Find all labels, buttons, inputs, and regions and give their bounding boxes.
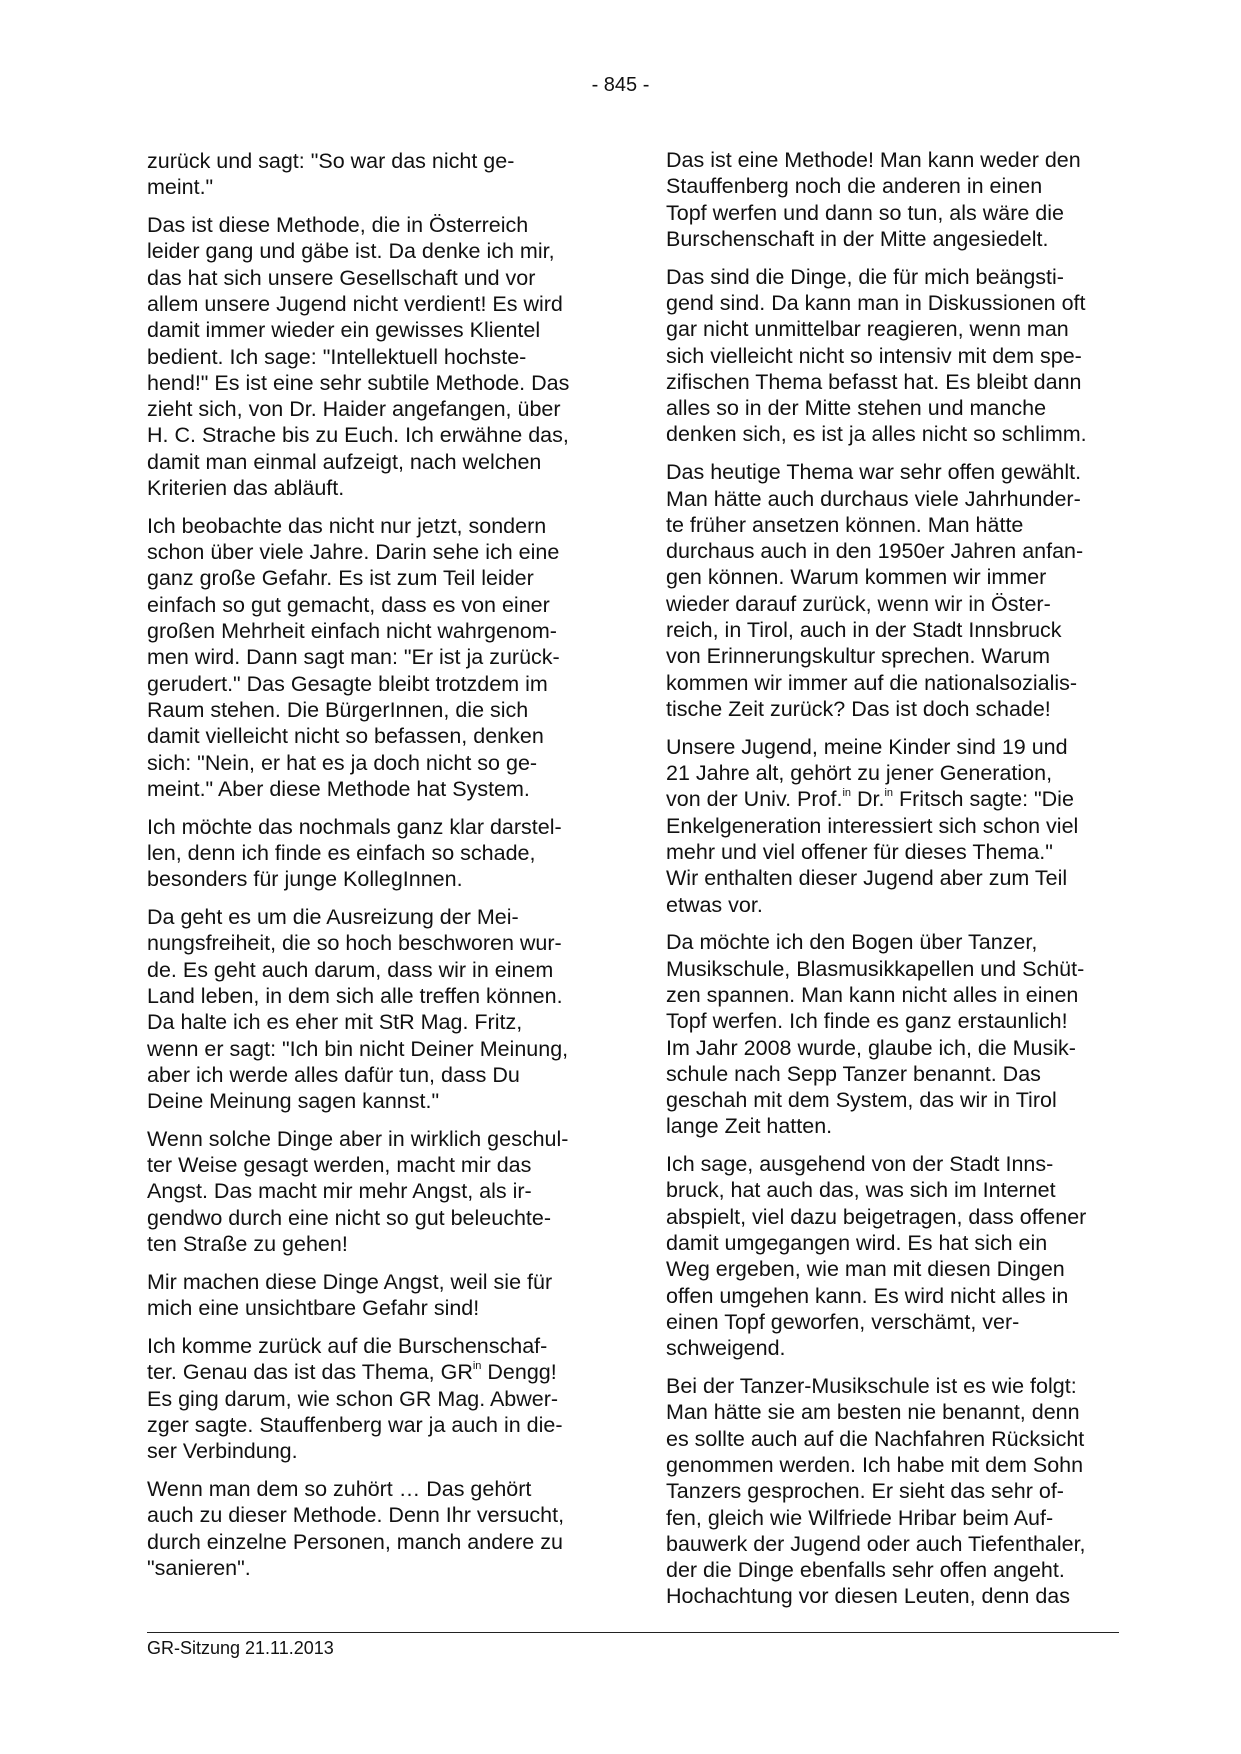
- page-number: - 845 -: [591, 74, 650, 96]
- paragraph: Das ist diese Methode, die in Österreich leider gang und gäbe ist. Da denke ich mir, das hat sich unsere Gesellschaft und vor allem unsere Jugend nicht verdient! Es wird damit immer wieder ein gewisses Klientel bedient. Ich sage: "Intellektuell hochste- hend!" Es ist eine sehr subtile Methode. Das zieht sich, von Dr. Haider angefangen, über H. C. Strache bis zu Euch. Ich erwähne das, damit man einmal aufzeigt, nach welchen Kriterien das abläuft.: [147, 213, 570, 501]
- paragraph: Ich sage, ausgehend von der Stadt Inns- bruck, hat auch das, was sich im Internet abspielt, viel dazu beigetragen, dass offener damit umgegangen wird. Es hat sich ein Weg ergeben, wie man mit diesen Dingen offen umgehen kann. Es wird nicht alles in einen Topf geworfen, verschämt, ver- schweigend.: [666, 1152, 1087, 1361]
- paragraph-text: Unsere Jugend, meine Kinder sind 19 und 21 Jahre alt, gehört zu jener Generation, von der Univ. Prof.: [666, 734, 1068, 812]
- paragraph-text: Fritsch sagte: "Die Enkelgeneration interessiert sich schon viel mehr und viel offener für dieses Thema." Wir enthalten dieser Jugend aber zum Teil etwas vor.: [666, 787, 1079, 917]
- paragraph: Das ist eine Methode! Man kann weder den Stauffenberg noch die anderen in einen Topf werfen und dann so tun, als wäre die Burschenschaft in der Mitte angesiedelt.: [666, 148, 1081, 251]
- paragraph: [666, 734, 1121, 918]
- paragraph: Wenn man dem so zuhört … Das gehört auch zu dieser Methode. Denn Ihr versucht, durch einzelne Personen, manch andere zu "sanieren".: [147, 1476, 565, 1580]
- footer-session-date: GR-Sitzung 21.11.2013: [147, 1638, 334, 1658]
- paragraph: zurück und sagt: "So war das nicht ge- meint.": [147, 149, 515, 200]
- footer-divider: [147, 1632, 1119, 1633]
- paragraph: Da möchte ich den Bogen über Tanzer, Musikschule, Blasmusikkapellen und Schüt- zen spannen. Man kann nicht alles in einen Topf werfen. Ich finde es ganz erstaunlich! Im Jahr 2008 wurde, glaube ich, die Musik- schule nach Sepp Tanzer benannt. Das geschah mit dem System, das wir in Tirol lange Zeit hatten.: [666, 930, 1085, 1139]
- superscript: in: [842, 787, 852, 800]
- left-column: [147, 148, 602, 1593]
- superscript: in: [472, 1360, 482, 1373]
- paragraph: Wenn solche Dinge aber in wirklich geschul- ter Weise gesagt werden, macht mir das Angst. Das macht mir mehr Angst, als ir- gendwo durch eine nicht so gut beleuchte- ten Straße zu gehen!: [147, 1126, 569, 1257]
- paragraph: Bei der Tanzer-Musikschule ist es wie folgt: Man hätte sie am besten nie benannt, denn es sollte auch auf die Nachfahren Rücksicht genommen werden. Ich habe mit dem Sohn Tanzers gesprochen. Er sieht das sehr of- fen, gleich wie Wilfriede Hribar beim Auf- bauwerk der Jugend oder auch Tiefenthaler, der die Dinge ebenfalls sehr offen angeht. Hochachtung vor diesen Leuten, denn das: [666, 1374, 1086, 1609]
- paragraph: [147, 1333, 602, 1464]
- paragraph-text: Ich komme zurück auf die Burschenschaf- ter. Genau das ist das Thema, GR: [147, 1333, 548, 1385]
- paragraph: Mir machen diese Dinge Angst, weil sie für mich eine unsichtbare Gefahr sind!: [147, 1269, 553, 1321]
- paragraph: Ich beobachte das nicht nur jetzt, sondern schon über viele Jahre. Darin sehe ich eine ganz große Gefahr. Es ist zum Teil leider einfach so gut gemacht, dass es von einer großen Mehrheit einfach nicht wahrgenom- men wird. Dann sagt man: "Er ist ja zurück- gerudert." Das Gesagte bleibt trotzdem im Raum stehen. Die BürgerInnen, die sich damit vielleicht nicht so befassen, denken sich: "Nein, er hat es ja doch nicht so ge- meint." Aber diese Methode hat System.: [147, 513, 560, 801]
- paragraph-text: Dr.: [851, 787, 885, 812]
- paragraph-text: Dengg! Es ging darum, wie schon GR Mag. Abwer- zger sagte. Stauffenberg war ja auch in die- ser Verbindung.: [147, 1360, 563, 1464]
- paragraph: Das heutige Thema war sehr offen gewählt. Man hätte auch durchaus viele Jahrhunder- te früher ansetzen können. Man hätte durchaus auch in den 1950er Jahren anfan- gen können. Warum kommen wir immer wieder darauf zurück, wenn wir in Öster- reich, in Tirol, auch in der Stadt Innsbruck von Erinnerungskultur sprechen. Warum kommen wir immer auf die nationalsozialis- tische Zeit zurück? Das ist doch schade!: [666, 460, 1084, 721]
- paragraph: Ich möchte das nochmals ganz klar darstel- len, denn ich finde es einfach so schade, besonders für junge KollegInnen.: [147, 814, 562, 892]
- paragraph: Das sind die Dinge, die für mich beängsti- gend sind. Da kann man in Diskussionen oft gar nicht unmittelbar reagieren, wenn man sich vielleicht nicht so intensiv mit dem spe- zifischen Thema befasst hat. Es bleibt dann alles so in der Mitte stehen und manche denken sich, es ist ja alles nicht so schlimm.: [666, 264, 1087, 447]
- superscript: in: [884, 787, 894, 800]
- right-column: [666, 147, 1121, 1621]
- paragraph: Da geht es um die Ausreizung der Mei- nungsfreiheit, die so hoch beschworen wur- de. Es geht auch darum, dass wir in einem Land leben, in dem sich alle treffen können. Da halte ich es eher mit StR Mag. Fritz, wenn er sagt: "Ich bin nicht Deiner Meinung, aber ich werde alles dafür tun, dass Du Deine Meinung sagen kannst.": [147, 905, 569, 1114]
